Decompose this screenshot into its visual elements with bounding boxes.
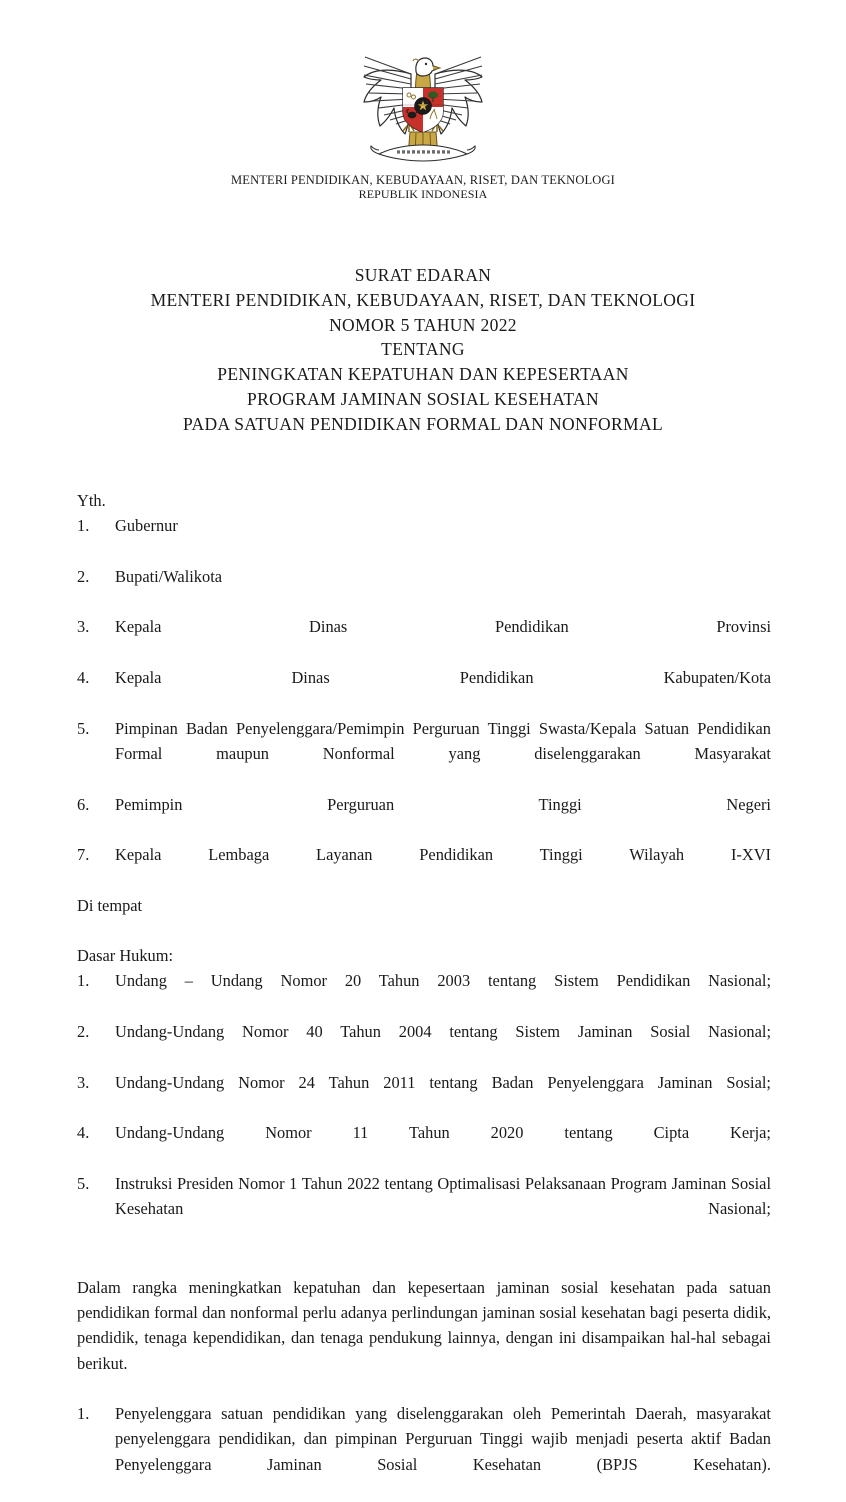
list-item: [77, 1019, 771, 1070]
list-item-text: Undang-Undang Nomor 24 Tahun 2011 tentang Badan Penyelenggara Jaminan Sosial;: [115, 1072, 771, 1092]
legal-basis-heading: Dasar Hukum:: [77, 946, 174, 966]
list-item: [77, 792, 771, 843]
list-item: [77, 1070, 771, 1121]
list-item-text: Undang-Undang Nomor 11 Tahun 2020 tentang Cipta Kerja;: [115, 1123, 771, 1143]
list-item-number: 2.: [77, 1021, 90, 1041]
title-line-subject-3: PADA SATUAN PENDIDIKAN FORMAL DAN NONFORMAL: [183, 413, 663, 434]
ministry-name: MENTERI PENDIDIKAN, KEBUDAYAAN, RISET, DAN TEKNOLOGI: [231, 173, 615, 187]
section-spacer: [77, 918, 771, 943]
list-item-number: 1.: [77, 1404, 90, 1424]
list-item-text: Kepala Dinas Pendidikan Kabupaten/Kota: [115, 668, 771, 688]
title-line-nomor: NOMOR 5 TAHUN 2022: [329, 314, 517, 335]
document-title-block: [0, 263, 846, 437]
body-provisions-list: [77, 1401, 771, 1502]
addressee-list: [77, 513, 771, 892]
list-item: [77, 1401, 771, 1502]
section-spacer: [77, 1247, 771, 1275]
list-item: [77, 614, 771, 665]
list-item-text: Undang-Undang Nomor 40 Tahun 2004 tentang Sistem Jaminan Sosial Nasional;: [115, 1021, 771, 1041]
ministry-header: [0, 173, 846, 201]
document-body: [77, 488, 771, 1502]
list-item-number: 2.: [77, 566, 90, 586]
title-line-surat-edaran: SURAT EDARAN: [354, 265, 492, 285]
list-item: [77, 842, 771, 893]
list-item-text: Pemimpin Perguruan Tinggi Negeri: [115, 794, 771, 814]
body-intro-paragraph: Dalam rangka meningkatkan kepatuhan dan kepesertaan jaminan sosial kesehatan pada satuan pendidikan formal dan nonformal perlu adanya perlindungan jaminan sosial kesehatan bagi peserta didik, pendidik, tenaga kependidikan, dan tenaga pendukung lainnya, dengan ini disampaikan hal-hal sebagai berikut.: [77, 1277, 771, 1373]
list-item-number: 3.: [77, 1072, 90, 1092]
title-line-ministry: MENTERI PENDIDIKAN, KEBUDAYAAN, RISET, DAN TEKNOLOGI: [150, 289, 696, 310]
list-item: [77, 1120, 771, 1171]
list-item: [77, 564, 771, 615]
title-line-subject-2: PROGRAM JAMINAN SOSIAL KESEHATAN: [247, 388, 599, 409]
list-item-number: 4.: [77, 1123, 90, 1143]
list-item-number: 6.: [77, 794, 90, 814]
list-item-text: Gubernur: [115, 516, 178, 536]
list-item: [77, 1171, 771, 1247]
title-line-subject-1: PENINGKATAN KEPATUHAN DAN KEPESERTAAN: [217, 364, 629, 385]
list-item: [77, 665, 771, 716]
list-item: [77, 716, 771, 792]
list-item-number: 1.: [77, 971, 90, 991]
addressee-salutation: Yth.: [77, 491, 106, 510]
list-item-text: Pimpinan Badan Penyelenggara/Pemimpin Perguruan Tinggi Swasta/Kepala Satuan Pendidikan Formal maupun Nonformal yang diselenggarakan Masyarakat: [115, 718, 771, 763]
list-item-number: 3.: [77, 617, 90, 637]
list-item-number: 7.: [77, 845, 90, 865]
list-item-text: Kepala Lembaga Layanan Pendidikan Tinggi Wilayah I-XVI: [115, 845, 771, 865]
list-item-text: Kepala Dinas Pendidikan Provinsi: [115, 617, 771, 637]
list-item-number: 5.: [77, 718, 90, 738]
list-item-text: Undang – Undang Nomor 20 Tahun 2003 tentang Sistem Pendidikan Nasional;: [115, 971, 771, 991]
addressee-closing: Di tempat: [77, 895, 143, 915]
list-item-number: 1.: [77, 516, 90, 536]
legal-basis-list: [77, 968, 771, 1246]
emblem-container: [0, 48, 846, 175]
list-item: [77, 513, 771, 564]
list-item-text: Instruksi Presiden Nomor 1 Tahun 2022 tentang Optimalisasi Pelaksanaan Program Jaminan Sosial Kesehatan Nasional;: [115, 1173, 771, 1219]
title-line-tentang: TENTANG: [381, 339, 465, 360]
list-item-number: 4.: [77, 668, 90, 688]
republic-name: REPUBLIK INDONESIA: [358, 187, 488, 201]
list-item: [77, 968, 771, 1019]
list-item-number: 5.: [77, 1173, 90, 1193]
list-item-text: Bupati/Walikota: [115, 566, 223, 586]
garuda-pancasila-emblem: [359, 48, 487, 170]
list-item-text: Penyelenggara satuan pendidikan yang diselenggarakan oleh Pemerintah Daerah, masyarakat penyelenggara pendidikan, dan pimpinan Perguruan Tinggi wajib menjadi peserta aktif Badan Penyelenggara Jaminan Sosial Kesehatan (BPJS Kesehatan).: [115, 1404, 771, 1474]
